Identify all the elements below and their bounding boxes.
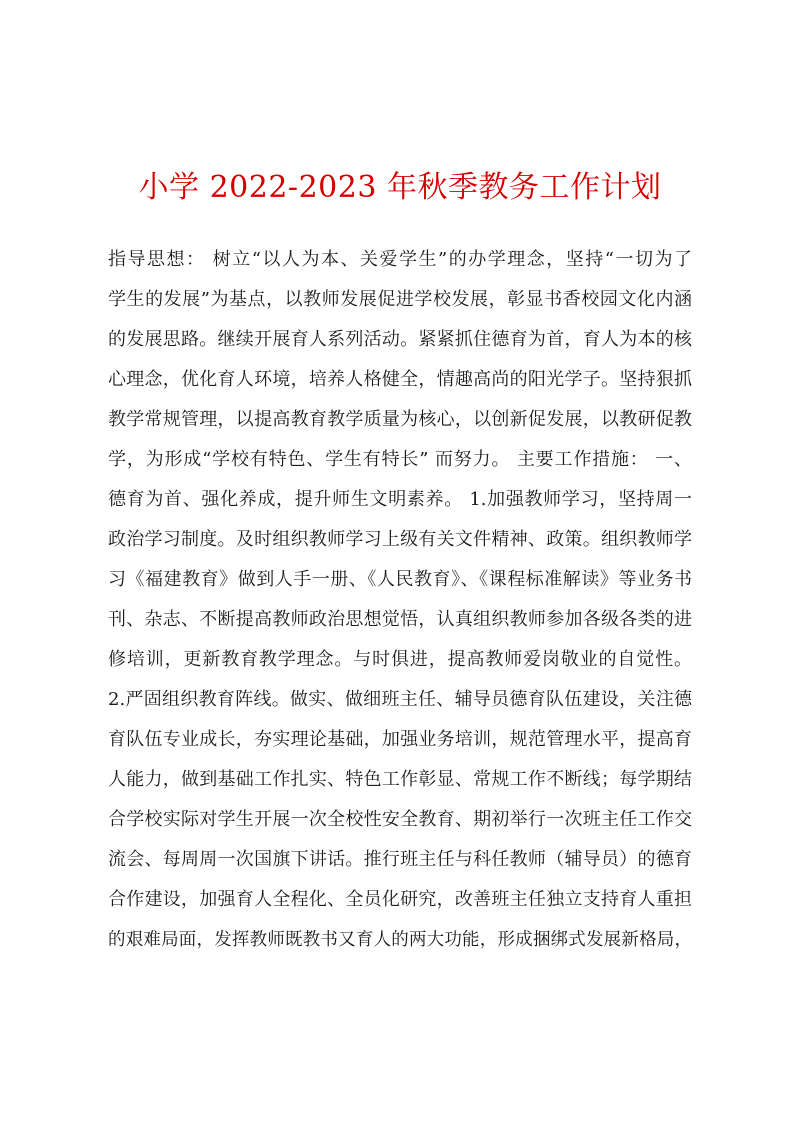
body-line: 2.严固组织教育阵线。做实、做细班主任、辅导员德育队伍建设，关注德: [108, 689, 692, 710]
body-line: 心理念，优化育人环境，培养人格健全，情趣高尚的阳光学子。坚持狠抓: [108, 369, 692, 390]
body-line: 习《福建教育》做到人手一册、《人民教育》、《课程标准解读》等业务书: [108, 569, 692, 590]
body-line: 合学校实际对学生开展一次全校性安全教育、期初举行一次班主任工作交: [108, 809, 692, 830]
document-body: [108, 240, 692, 960]
body-line: 流会、每周周一次国旗下讲话。推行班主任与科任教师（辅导员）的德育: [108, 849, 692, 870]
body-line: 的艰难局面，发挥教师既教书又育人的两大功能，形成捆绑式发展新格局，: [108, 930, 692, 950]
body-line: 合作建设，加强育人全程化、全员化研究，改善班主任独立支持育人重担: [108, 889, 692, 910]
body-line: 修培训，更新教育教学理念。与时俱进，提高教师爱岗敬业的自觉性。: [108, 649, 692, 670]
body-line: 学，为形成“学校有特色、学生有特长” 而努力。 主要工作措施： 一、: [108, 449, 692, 470]
body-line: 教学常规管理，以提高教育教学质量为核心，以创新促发展，以教研促教: [108, 409, 692, 430]
document-title: 小学 2022-2023 年秋季教务工作计划: [138, 170, 662, 205]
body-line: 德育为首、强化养成，提升师生文明素养。 1.加强教师学习，坚持周一: [108, 489, 692, 510]
body-line: 指导思想： 树立“以人为本、关爱学生”的办学理念，坚持“一切为了: [108, 249, 692, 270]
body-line: 的发展思路。继续开展育人系列活动。紧紧抓住德育为首，育人为本的核: [108, 329, 692, 350]
body-line: 刊、杂志、不断提高教师政治思想觉悟，认真组织教师参加各级各类的进: [108, 609, 692, 630]
body-line: 育队伍专业成长，夯实理论基础，加强业务培训，规范管理水平，提高育: [108, 729, 692, 750]
body-line: 政治学习制度。及时组织教师学习上级有关文件精神、政策。组织教师学: [108, 529, 692, 550]
body-line: 人能力，做到基础工作扎实、特色工作彰显、常规工作不断线；每学期结: [108, 769, 692, 790]
body-line: 学生的发展”为基点，以教师发展促进学校发展，彰显书香校园文化内涵: [108, 289, 692, 310]
